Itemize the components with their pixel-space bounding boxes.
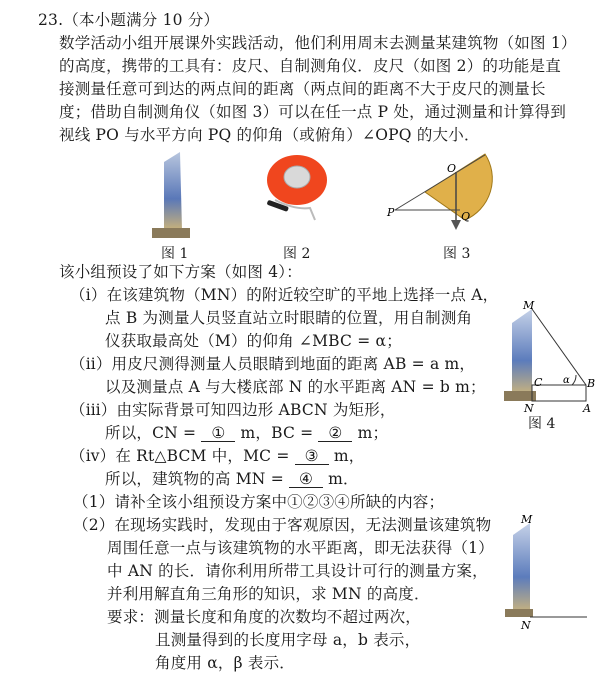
intro-line: 的高度，携带的工具有：皮尺、自制测角仪．皮尺（如图 2）的功能是直	[59, 57, 561, 75]
step-iv-fill: 所以，建筑物的高 MN = ④ m．	[105, 470, 359, 488]
label-alpha: α	[563, 375, 570, 386]
tape-measure-figure-2	[255, 150, 330, 225]
problem-number: 23.	[38, 11, 64, 29]
step-iv: （ⅳ）在 Rt△BCM 中，MC = ③ m，	[70, 447, 365, 465]
label-n: N	[521, 619, 531, 632]
step-ii: （ⅱ）用皮尺测得测量人员眼睛到地面的距离 AB = a m，	[70, 355, 476, 373]
question-2-line: 周围任意一点与该建筑物的水平距离，即无法获得（1）	[107, 539, 494, 557]
step-i-line: 仪获取最高处（M）的仰角 ∠MBC = α；	[105, 332, 402, 350]
problem-header	[38, 10, 219, 30]
building-figure-1	[150, 150, 200, 240]
question-2-line: 中 AN 的长．请你利用所带工具设计可行的测量方案，	[107, 562, 488, 580]
blank-2[interactable]: ②	[318, 425, 352, 442]
step-ii-line: 以及测量点 A 与大楼底部 N 的水平距离 AN = b m；	[105, 378, 486, 396]
label-n: N	[524, 402, 534, 415]
label-o: O	[447, 162, 457, 175]
step-i-line: 点 B 为测量人员竖直站立时眼睛的位置，用自制测角	[105, 309, 473, 327]
question-2: （2）在现场实践时，发现由于客观原因，无法测量该建筑物	[73, 516, 492, 534]
intro-line: 度；借助自制测角仪（如图 3）可以在任一点 P 处，通过测量和计算得到	[59, 103, 567, 121]
score-note: （本小题满分 10 分）	[63, 11, 220, 29]
question-2-line: 并利用解直角三角形的知识，求 MN 的高度．	[107, 585, 430, 603]
figure-2-caption: 图 2	[283, 246, 311, 262]
label-m: M	[521, 513, 533, 526]
requirement: 要求：测量长度和角度的次数均不超过两次，	[107, 608, 422, 626]
label-q: Q	[461, 210, 471, 223]
figure-4-caption: 图 4	[528, 416, 556, 432]
label-a: A	[583, 402, 591, 415]
label-p: P	[387, 206, 395, 219]
requirement-line: 角度用 α，β 表示．	[155, 654, 295, 672]
requirement-line: 且测量得到的长度用字母 a，b 表示，	[155, 631, 421, 649]
plan-intro: 该小组预设了如下方案（如图 4）：	[59, 263, 302, 281]
blank-4[interactable]: ④	[289, 471, 323, 488]
diagram-building-q2	[495, 505, 595, 632]
step-i: （ⅰ）在该建筑物（MN）的附近较空旷的平地上选择一点 A，	[70, 286, 499, 304]
figure-1-caption: 图 1	[161, 246, 189, 262]
question-1: （1）请补全该小组预设方案中①②③④所缺的内容；	[73, 493, 445, 511]
intro-line: 接测量任意可到达的两点间的距离（两点间的距离不大于皮尺的测量长	[59, 80, 546, 98]
step-iii: （ⅲ）由实际背景可知四边形 ABCN 为矩形，	[70, 401, 396, 419]
protractor-figure-3	[385, 150, 495, 235]
label-b: B	[587, 377, 596, 390]
label-m: M	[523, 299, 535, 312]
blank-1[interactable]: ①	[201, 425, 235, 442]
intro-line: 视线 PO 与水平方向 PQ 的仰角（或俯角）∠OPQ 的大小．	[59, 126, 480, 144]
step-iii-fill: 所以，CN = ① m，BC = ② m；	[105, 424, 389, 442]
figure-3-caption: 图 3	[443, 246, 471, 262]
label-c: C	[534, 376, 543, 389]
blank-3[interactable]: ③	[295, 448, 329, 465]
intro-line: 数学活动小组开展课外实践活动，他们利用周末去测量某建筑物（如图 1）	[59, 34, 577, 52]
